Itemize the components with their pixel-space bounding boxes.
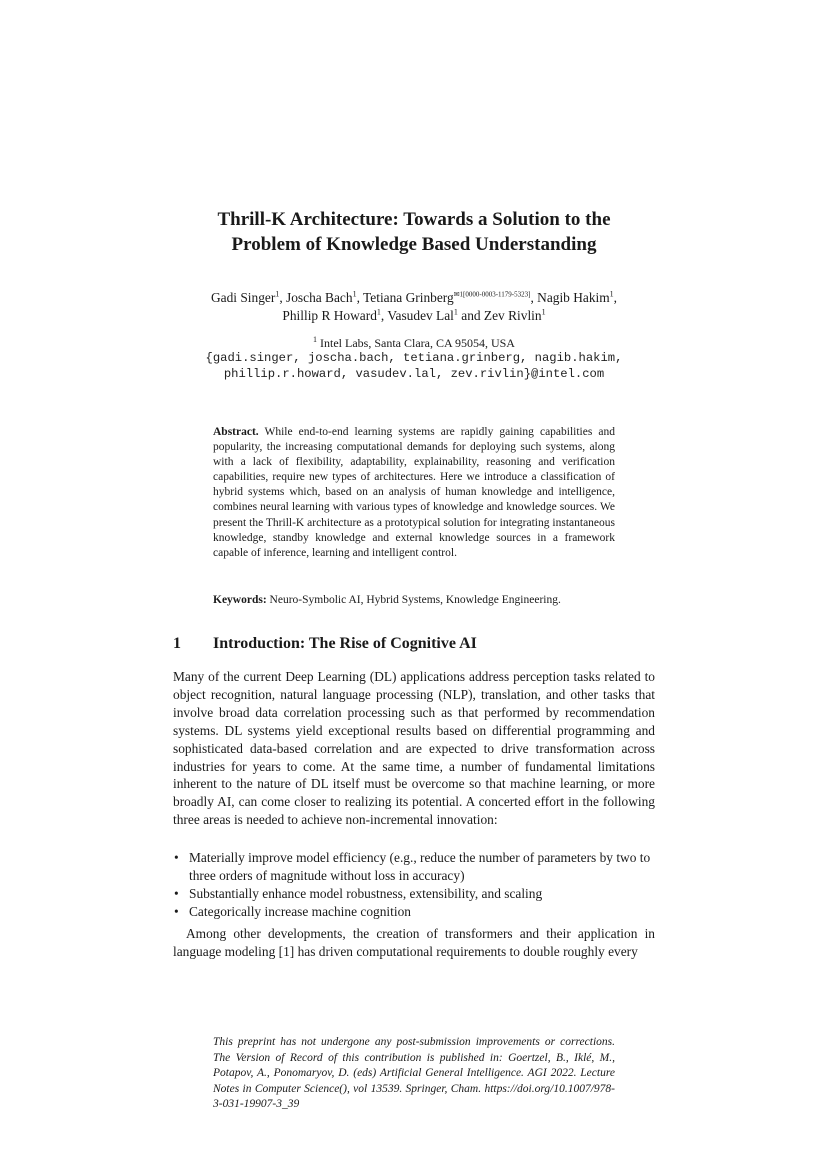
paper-title	[0, 207, 828, 257]
author-list	[0, 289, 828, 325]
list-item	[173, 885, 655, 903]
author-affil-mark: 1	[541, 307, 546, 317]
keywords	[213, 593, 615, 608]
list-item	[173, 849, 655, 885]
keywords-text: Neuro-Symbolic AI, Hybrid Systems, Knowledge Engineering.	[266, 594, 561, 606]
email-line-1: {gadi.singer, joscha.bach, tetiana.grinberg, nagib.hakim,	[205, 351, 623, 365]
abstract-label: Abstract.	[213, 426, 259, 438]
abstract	[213, 425, 615, 561]
affiliation-text: Intel Labs, Santa Clara, CA 95054, USA	[317, 336, 515, 350]
section-number: 1	[173, 635, 181, 652]
author-affil-mark: 1	[275, 289, 280, 299]
bullet-icon: •	[174, 850, 179, 865]
author-affil-mark: 1	[453, 307, 458, 317]
author-line-2	[0, 307, 828, 325]
author-name: , Joscha Bach	[279, 290, 353, 305]
author-affil-mark: 1	[376, 307, 381, 317]
bullet-list	[173, 849, 655, 921]
author-affil-mark: 1	[352, 289, 357, 299]
author-affil-mark: 1	[609, 289, 614, 299]
affiliation	[0, 335, 828, 351]
affiliation-mark: 1	[313, 335, 317, 344]
intro-paragraph-2: Among other developments, the creation of transformers and their application in language modeling [1] has driven computational requirements to double roughly every	[173, 926, 655, 959]
bullet-icon: •	[174, 903, 179, 919]
author-name: , Tetiana Grinberg	[356, 290, 454, 305]
list-item-text: Substantially enhance model robustness, extensibility, and scaling	[189, 885, 543, 901]
list-item	[173, 903, 655, 921]
email-line-2: phillip.r.howard, vasudev.lal, zev.rivlin}@intel.com	[223, 367, 605, 381]
title-line-1: Thrill-K Architecture: Towards a Solution to the	[217, 209, 611, 230]
author-separator: ,	[613, 290, 618, 305]
author-line-1	[0, 289, 828, 307]
keywords-label: Keywords:	[213, 594, 267, 606]
author-name: Phillip R Howard	[282, 308, 377, 323]
title-line-2: Problem of Knowledge Based Understanding	[231, 234, 597, 255]
author-name: , Nagib Hakim	[530, 290, 610, 305]
list-item-text: Materially improve model efficiency (e.g., reduce the number of parameters by two to three orders of magnitude without loss in accuracy)	[189, 850, 651, 883]
list-item-text: Categorically increase machine cognition	[189, 903, 411, 919]
author-emails	[0, 350, 828, 382]
author-name: , Vasudev Lal	[380, 308, 454, 323]
section-title: Introduction: The Rise of Cognitive AI	[213, 635, 477, 652]
abstract-text: While end-to-end learning systems are rapidly gaining capabilities and popularity, the increasing computational demands for deploying such systems, along with a lack of flexibility, adaptability, explainability, reasoning and verification capabilities, require new types of architectures. Here we introduce a classification of hybrid systems which, based on an analysis of human knowledge and intelligence, combines neural learning with various types of knowledge and knowledge sources. We present the Thrill-K architecture as a prototypical solution for integrating instantaneous knowledge, standby knowledge and external knowledge sources in a framework capable of inference, learning and intelligent control.	[213, 426, 615, 559]
author-name: Gadi Singer	[210, 290, 276, 305]
author-name: and Zev Rivlin	[457, 308, 542, 323]
author-orcid-mark: ✉1[0000-0003-1179-5323]	[453, 290, 531, 299]
intro-paragraph-1: Many of the current Deep Learning (DL) applications address perception tasks related to object recognition, natural language processing (NLP), translation, and other tasks that involve broad data correlation processing such as that performed by recommendation systems. DL systems yield exceptional results based on differential programming and sophisticated data-based correlation and are expected to drive transformation across industries for years to come. At the same time, a number of fundamental limitations inherent to the nature of DL itself must be overcome so that machine learning, or more broadly AI, can come closer to realizing its potential. A concerted effort in the following three areas is needed to achieve non-incremental innovation:	[173, 669, 655, 828]
preprint-notice: This preprint has not undergone any post-submission improvements or corrections. The Version of Record of this contribution is published in: Goertzel, B., Iklé, M., Potapov, A., Ponomaryov, D. (eds) Artificial General Intelligence. AGI 2022. Lecture Notes in Computer Science(), vol 13539. Springer, Cham. https://doi.org/10.1007/978-3-031-19907-3_39	[213, 1036, 615, 1110]
bullet-icon: •	[174, 885, 179, 901]
